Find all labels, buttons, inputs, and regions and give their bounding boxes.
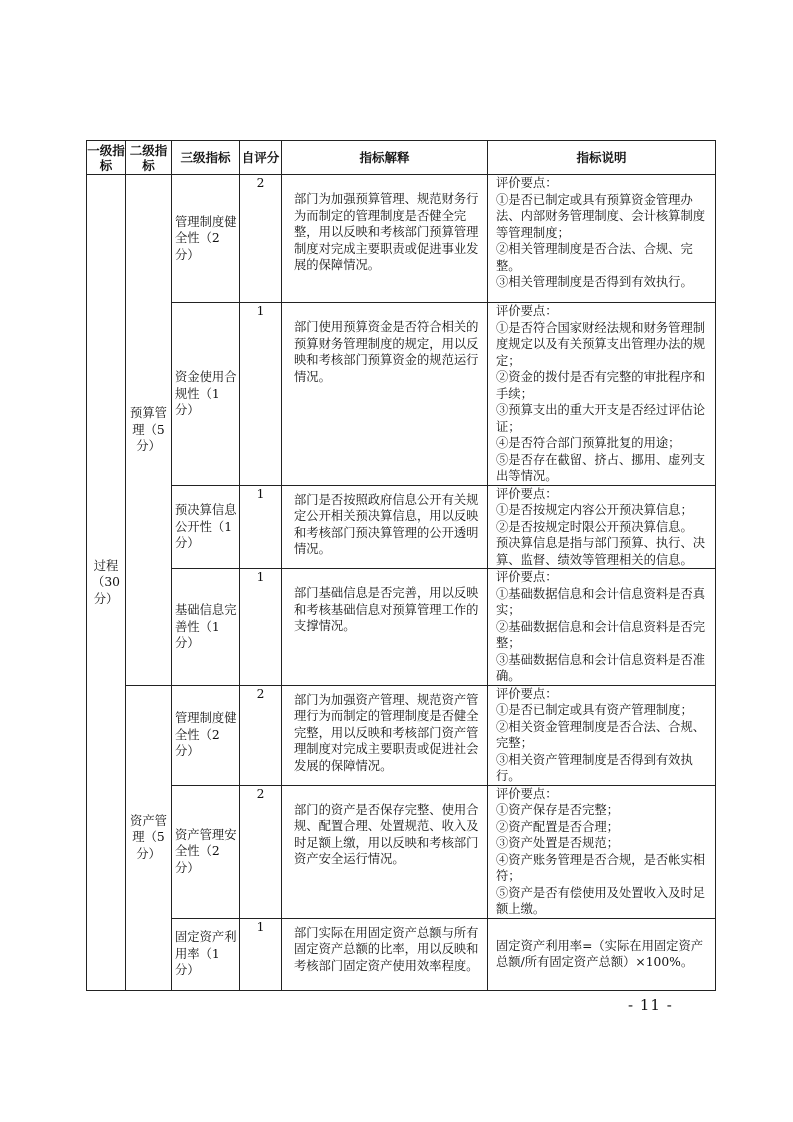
level1-indicator: 过程（30分）: [87, 175, 126, 991]
description-line: ②是否按规定时限公开预决算信息。: [496, 519, 693, 534]
evaluation-table: [86, 140, 716, 991]
description-line: 评价要点：: [496, 570, 558, 584]
indicator-description: [488, 303, 716, 486]
level2-indicator: 资产管理（5分）: [126, 685, 172, 990]
indicator-explanation: [282, 485, 488, 569]
self-score: 1: [240, 569, 282, 686]
self-score: 1: [240, 485, 282, 569]
header-level2: 二级指标: [126, 141, 172, 175]
self-score: 2: [240, 785, 282, 918]
description-line: ⑤是否存在截留、挤占、挪用、虚列支出等情况。: [496, 452, 706, 483]
description-line: ④是否符合部门预算批复的用途；: [496, 436, 681, 450]
header-level1: 一级指标: [87, 142, 125, 173]
level3-indicator: 管理制度健全性（2分）: [172, 685, 240, 785]
table-row: [87, 918, 716, 990]
page-number: - 11 -: [628, 996, 673, 1014]
description-line: ②相关资金管理制度是否合法、合规、完整；: [496, 719, 706, 750]
description-line: ①资产保存是否完整；: [496, 803, 619, 817]
level3-indicator: 基础信息完善性（1分）: [172, 569, 240, 686]
level3-indicator: 固定资产利用率（1分）: [172, 918, 240, 990]
description-line: ③资产处置是否规范；: [496, 836, 619, 850]
indicator-description: [488, 685, 716, 785]
explanation-text: 部门的资产是否保存完整、使用合规、配置合理、处置规范、收入及时足额上缴，用以反映和考核部门资产安全运行情况。: [294, 802, 479, 866]
explanation-text: 部门为加强资产管理、规范资产管理行为而制定的管理制度是否健全完整，用以反映和考核部门资产管理制度对完成主要职责或促进社会发展的保障情况。: [294, 692, 479, 773]
table-row: [87, 569, 716, 686]
table-row: [87, 175, 716, 303]
explanation-text: 部门为加强预算管理、规范财务行为而制定的管理制度是否健全完整，用以反映和考核部门预算管理制度对完成主要职责或促进事业发展的保障情况。: [294, 192, 479, 272]
indicator-explanation: [282, 569, 488, 686]
explanation-text: 部门实际在用固定资产总额与所有固定资产总额的比率，用以反映和考核部门固定资产使用效率程度。: [294, 925, 479, 973]
description-line: 评价要点：: [496, 786, 558, 801]
indicator-description: [488, 485, 716, 569]
description-line: ⑤资产是否有偿使用及处置收入及时足额上缴。: [496, 885, 706, 916]
description-line: ②资产配置是否合理；: [496, 819, 619, 834]
description-line: ①是否按规定内容公开预决算信息；: [496, 503, 693, 517]
indicator-description: [488, 918, 716, 990]
header-score: 自评分: [240, 141, 282, 175]
table-body: [87, 175, 716, 991]
table-row: [87, 485, 716, 569]
self-score: 2: [240, 175, 282, 303]
indicator-explanation: [282, 918, 488, 990]
indicator-description: [488, 175, 716, 303]
explanation-text: 部门基础信息是否完善，用以反映和考核基础信息对预算管理工作的支撑情况。: [294, 586, 479, 633]
header-level3: 三级指标: [172, 141, 240, 175]
self-score: 1: [240, 918, 282, 990]
description-line: ③基础数据信息和会计信息资料是否准确。: [496, 652, 706, 683]
description-line: ①是否已制定或具有预算资金管理办法、内部财务管理制度、会计核算制度等管理制度；: [496, 192, 706, 240]
indicator-description: [488, 785, 716, 918]
description-line: ①是否符合国家财经法规和财务管理制度规定以及有关预算支出管理办法的规定；: [496, 320, 706, 368]
description-line: 预决算信息是指与部门预算、执行、决算、监督、绩效等管理相关的信息。: [496, 536, 706, 567]
indicator-explanation: [282, 175, 488, 303]
description-line: ②基础数据信息和会计信息资料是否完整；: [496, 619, 706, 650]
description-line: 评价要点：: [496, 486, 558, 501]
explanation-text: 部门是否按照政府信息公开有关规定公开相关预决算信息，用以反映和考核部门预决算管理的公开透明情况。: [294, 492, 479, 556]
level3-indicator: 资金使用合规性（1分）: [172, 303, 240, 486]
header-explanation: 指标解释: [282, 141, 488, 175]
header-description: 指标说明: [488, 141, 716, 175]
description-line: ①是否已制定或具有资产管理制度；: [496, 703, 693, 717]
indicator-description: [488, 569, 716, 686]
description-line: 固定资产利用率=（实际在用固定资产总额/所有固定资产总额）×100%。: [496, 938, 704, 969]
level3-indicator: 预决算信息公开性（1分）: [172, 485, 240, 569]
level2-indicator: 预算管理（5分）: [126, 175, 172, 686]
table-row: [87, 685, 716, 785]
description-line: ①基础数据信息和会计信息资料是否真实；: [496, 586, 706, 617]
description-line: ②资金的拨付是否有完整的审批程序和手续；: [496, 370, 706, 401]
self-score: 1: [240, 303, 282, 486]
description-line: ③相关资产管理制度是否得到有效执行。: [496, 752, 693, 783]
description-line: ④资产账务管理是否合规，是否帐实相符；: [496, 852, 706, 883]
description-line: ②相关管理制度是否合法、合规、完整。: [496, 242, 693, 273]
header-row: [87, 141, 716, 175]
table-row: [87, 303, 716, 486]
description-line: 评价要点：: [496, 176, 558, 190]
indicator-explanation: [282, 685, 488, 785]
level3-indicator: 资产管理安全性（2分）: [172, 785, 240, 918]
description-line: ③预算支出的重大开支是否经过评估论证；: [496, 403, 706, 434]
description-line: ③相关管理制度是否得到有效执行。: [496, 275, 693, 289]
self-score: 2: [240, 685, 282, 785]
explanation-text: 部门使用预算资金是否符合相关的预算财务管理制度的规定，用以反映和考核部门预算资金的规范运行情况。: [294, 320, 479, 384]
description-line: 评价要点：: [496, 304, 558, 318]
table-row: [87, 785, 716, 918]
indicator-explanation: [282, 303, 488, 486]
description-line: 评价要点：: [496, 686, 558, 701]
level3-indicator: 管理制度健全性（2分）: [172, 175, 240, 303]
indicator-explanation: [282, 785, 488, 918]
